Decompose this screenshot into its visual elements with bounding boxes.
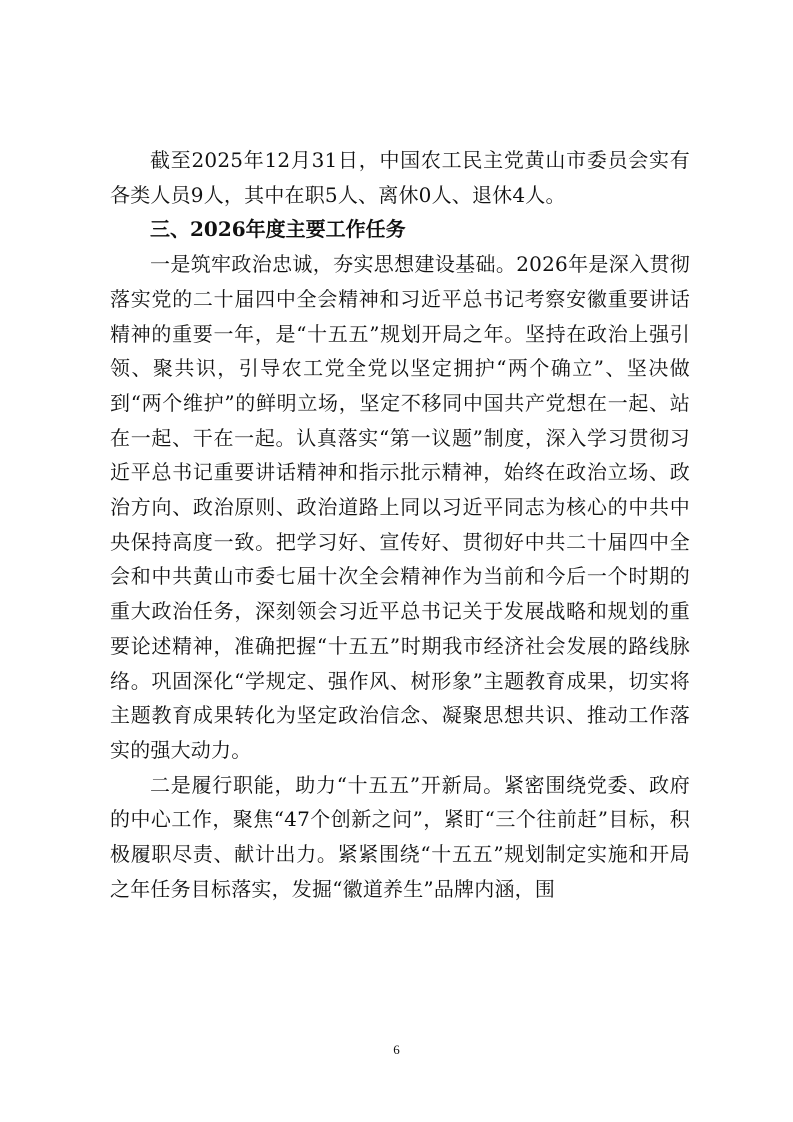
duty-performance-paragraph: 二是履行职能，助力“十五五”开新局。紧密围绕党委、政府的中心工作，聚焦“47个创新之问”，紧盯“三个往前赶”目标，积极履职尽责、献计出力。紧紧围绕“十五五”规划制定实施和开局之年任务目标落实，发掘“徽道养生”品牌内涵，围 bbox=[110, 772, 690, 901]
membership-paragraph: 截至2025年12月31日，中国农工民主党黄山市委员会实有各类人员9人，其中在职5人、离休0人、退休4人。 bbox=[110, 148, 690, 207]
section-heading: 三、2026年度主要工作任务 bbox=[150, 217, 406, 242]
document-body bbox=[110, 143, 690, 906]
political-loyalty-paragraph: 一是筑牢政治忠诚，夯实思想建设基础。2026年是深入贯彻落实党的二十届四中全会精神和习近平总书记考察安徽重要讲话精神的重要一年，是“十五五”规划开局之年。坚持在政治上强引领、聚共识，引导农工党全党以坚定拥护“两个确立”、坚决做到“两个维护”的鲜明立场，坚定不移同中国共产党想在一起、站在一起、干在一起。认真落实“第一议题”制度，深入学习贯彻习近平总书记重要讲话精神和指示批示精神，始终在政治立场、政治方向、政治原则、政治道路上同以习近平同志为核心的中共中央保持高度一致。把学习好、宣传好、贯彻好中共二十届四中全会和中共黄山市委七届十次全会精神作为当前和今后一个时期的重大政治任务，深刻领会习近平总书记关于发展战略和规划的重要论述精神，准确把握“十五五”时期我市经济社会发展的路线脉络。巩固深化“学规定、强作风、树形象”主题教育成果，切实将主题教育成果转化为坚定政治信念、凝聚思想共识、推动工作落实的强大动力。 bbox=[110, 252, 690, 762]
page-number: 6 bbox=[393, 1042, 400, 1057]
